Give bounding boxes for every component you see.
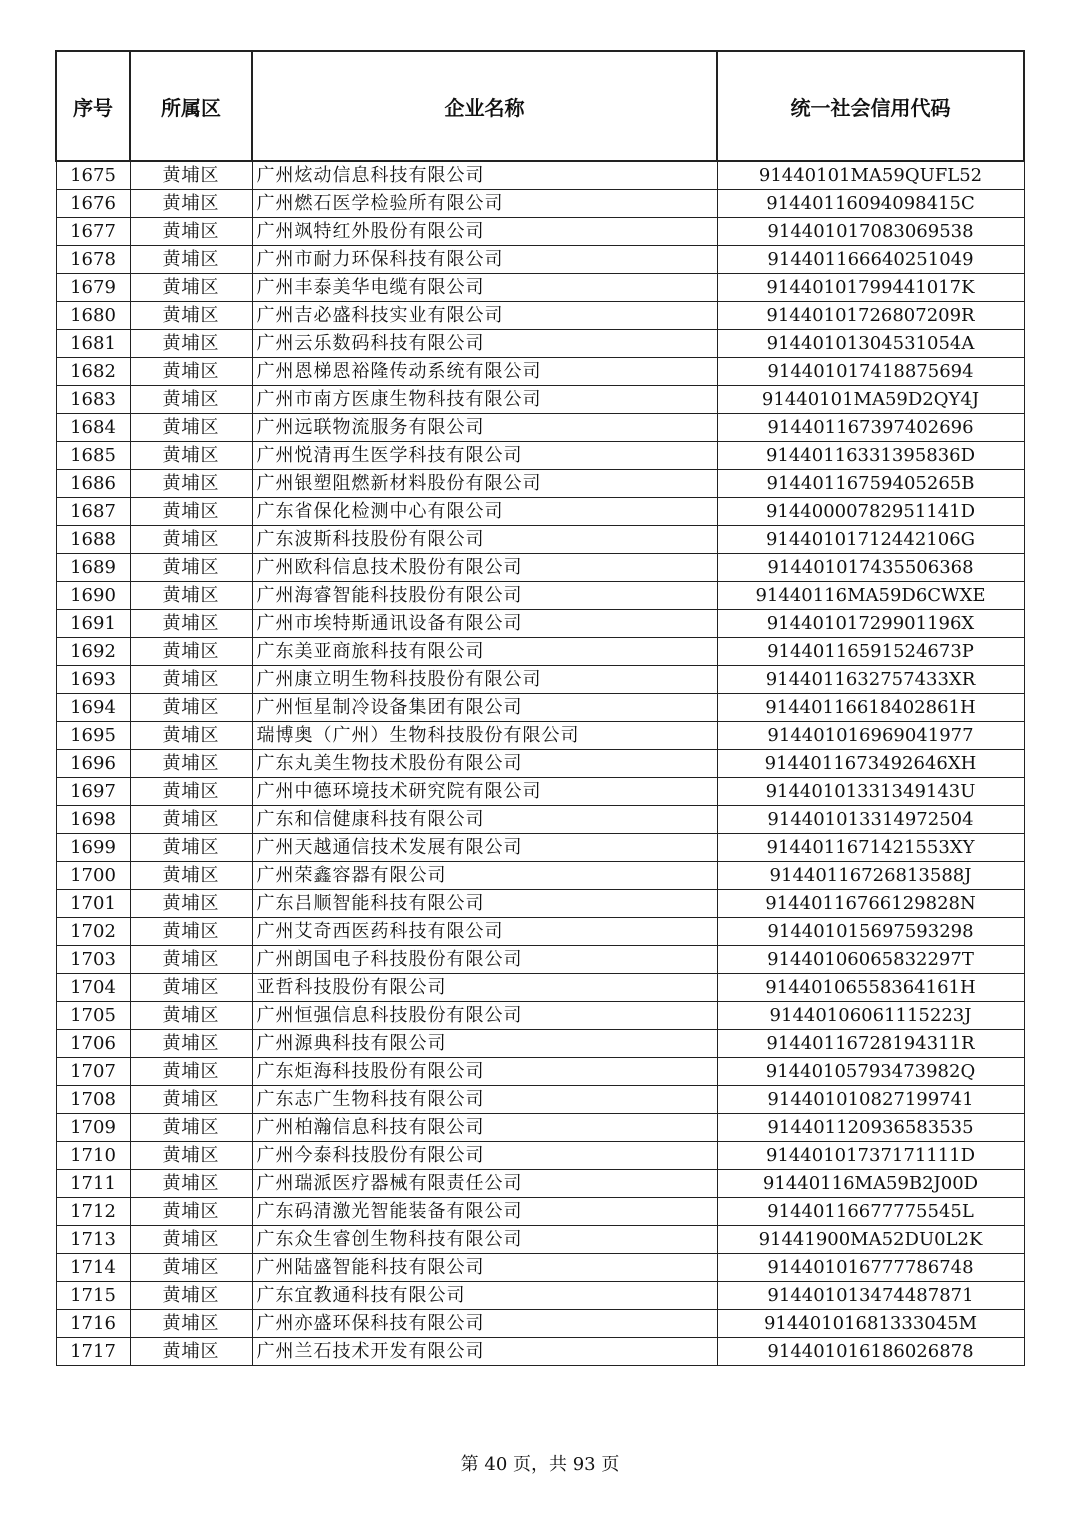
row-serial-number: 1685 bbox=[56, 442, 130, 470]
table-row bbox=[56, 161, 1024, 190]
table-row bbox=[56, 722, 1024, 750]
row-credit-code: 914401017083069538 bbox=[717, 218, 1024, 246]
row-credit-code: 91440105793473982Q bbox=[717, 1058, 1024, 1086]
row-serial-number: 1700 bbox=[56, 862, 130, 890]
table-row bbox=[56, 778, 1024, 806]
row-credit-code: 91440101737171111D bbox=[717, 1142, 1024, 1170]
row-district: 黄埔区 bbox=[130, 694, 252, 722]
row-credit-code: 91441900MA52DU0L2K bbox=[717, 1226, 1024, 1254]
row-serial-number: 1704 bbox=[56, 974, 130, 1002]
table-row bbox=[56, 834, 1024, 862]
row-credit-code: 914401015697593298 bbox=[717, 918, 1024, 946]
row-company-name: 广州兰石技术开发有限公司 bbox=[252, 1338, 717, 1366]
row-company-name: 广东志广生物科技有限公司 bbox=[252, 1086, 717, 1114]
row-company-name: 广州云乐数码科技有限公司 bbox=[252, 330, 717, 358]
row-district: 黄埔区 bbox=[130, 1226, 252, 1254]
row-district: 黄埔区 bbox=[130, 1338, 252, 1366]
table-row bbox=[56, 1310, 1024, 1338]
row-district: 黄埔区 bbox=[130, 470, 252, 498]
row-serial-number: 1696 bbox=[56, 750, 130, 778]
row-serial-number: 1686 bbox=[56, 470, 130, 498]
row-serial-number: 1695 bbox=[56, 722, 130, 750]
table-row bbox=[56, 1142, 1024, 1170]
row-district: 黄埔区 bbox=[130, 666, 252, 694]
row-credit-code: 91440116759405265B bbox=[717, 470, 1024, 498]
row-company-name: 广东宜教通科技有限公司 bbox=[252, 1282, 717, 1310]
row-credit-code: 914401013474487871 bbox=[717, 1282, 1024, 1310]
row-credit-code: 914401167397402696 bbox=[717, 414, 1024, 442]
row-company-name: 广州吉必盛科技实业有限公司 bbox=[252, 302, 717, 330]
table-row bbox=[56, 1058, 1024, 1086]
row-serial-number: 1713 bbox=[56, 1226, 130, 1254]
row-serial-number: 1708 bbox=[56, 1086, 130, 1114]
row-company-name: 广州丰泰美华电缆有限公司 bbox=[252, 274, 717, 302]
row-serial-number: 1717 bbox=[56, 1338, 130, 1366]
row-serial-number: 1711 bbox=[56, 1170, 130, 1198]
row-serial-number: 1703 bbox=[56, 946, 130, 974]
row-district: 黄埔区 bbox=[130, 330, 252, 358]
row-serial-number: 1691 bbox=[56, 610, 130, 638]
row-company-name: 广州市耐力环保科技有限公司 bbox=[252, 246, 717, 274]
row-company-name: 广州亦盛环保科技有限公司 bbox=[252, 1310, 717, 1338]
row-company-name: 广东众生睿创生物科技有限公司 bbox=[252, 1226, 717, 1254]
row-company-name: 广州陆盛智能科技有限公司 bbox=[252, 1254, 717, 1282]
row-credit-code: 914401017418875694 bbox=[717, 358, 1024, 386]
row-credit-code: 91440101712442106G bbox=[717, 526, 1024, 554]
row-credit-code: 914401016777786748 bbox=[717, 1254, 1024, 1282]
row-company-name: 广州艾奇西医药科技有限公司 bbox=[252, 918, 717, 946]
row-company-name: 广东炬海科技股份有限公司 bbox=[252, 1058, 717, 1086]
table-body bbox=[56, 161, 1024, 1366]
row-district: 黄埔区 bbox=[130, 1030, 252, 1058]
header-credit-code: 统一社会信用代码 bbox=[717, 51, 1024, 161]
row-company-name: 广州飒特红外股份有限公司 bbox=[252, 218, 717, 246]
row-credit-code: 91440101681333045M bbox=[717, 1310, 1024, 1338]
row-serial-number: 1683 bbox=[56, 386, 130, 414]
row-district: 黄埔区 bbox=[130, 1282, 252, 1310]
row-credit-code: 91440116MA59B2J00D bbox=[717, 1170, 1024, 1198]
row-serial-number: 1699 bbox=[56, 834, 130, 862]
table-row bbox=[56, 890, 1024, 918]
row-credit-code: 9144011671421553XY bbox=[717, 834, 1024, 862]
row-serial-number: 1681 bbox=[56, 330, 130, 358]
row-credit-code: 91440101331349143U bbox=[717, 778, 1024, 806]
row-company-name: 广东波斯科技股份有限公司 bbox=[252, 526, 717, 554]
row-serial-number: 1678 bbox=[56, 246, 130, 274]
row-district: 黄埔区 bbox=[130, 1058, 252, 1086]
row-district: 黄埔区 bbox=[130, 890, 252, 918]
table-row bbox=[56, 582, 1024, 610]
table-row bbox=[56, 1114, 1024, 1142]
row-serial-number: 1709 bbox=[56, 1114, 130, 1142]
row-credit-code: 91440116728194311R bbox=[717, 1030, 1024, 1058]
row-company-name: 广州炫动信息科技有限公司 bbox=[252, 161, 717, 190]
row-district: 黄埔区 bbox=[130, 1198, 252, 1226]
header-district: 所属区 bbox=[130, 51, 252, 161]
row-serial-number: 1677 bbox=[56, 218, 130, 246]
row-credit-code: 91440106065832297T bbox=[717, 946, 1024, 974]
company-table-container bbox=[55, 50, 1023, 1366]
table-row bbox=[56, 946, 1024, 974]
row-credit-code: 91440101304531054A bbox=[717, 330, 1024, 358]
row-company-name: 广州中德环境技术研究院有限公司 bbox=[252, 778, 717, 806]
row-district: 黄埔区 bbox=[130, 582, 252, 610]
row-company-name: 亚哲科技股份有限公司 bbox=[252, 974, 717, 1002]
row-credit-code: 91440101MA59D2QY4J bbox=[717, 386, 1024, 414]
table-row bbox=[56, 974, 1024, 1002]
table-row bbox=[56, 1226, 1024, 1254]
row-serial-number: 1688 bbox=[56, 526, 130, 554]
row-credit-code: 91440116618402861H bbox=[717, 694, 1024, 722]
row-serial-number: 1689 bbox=[56, 554, 130, 582]
table-row bbox=[56, 1086, 1024, 1114]
row-serial-number: 1679 bbox=[56, 274, 130, 302]
row-district: 黄埔区 bbox=[130, 358, 252, 386]
row-district: 黄埔区 bbox=[130, 1002, 252, 1030]
row-district: 黄埔区 bbox=[130, 1170, 252, 1198]
row-serial-number: 1716 bbox=[56, 1310, 130, 1338]
table-row bbox=[56, 218, 1024, 246]
row-district: 黄埔区 bbox=[130, 750, 252, 778]
row-district: 黄埔区 bbox=[130, 638, 252, 666]
row-district: 黄埔区 bbox=[130, 274, 252, 302]
row-company-name: 广州朗国电子科技股份有限公司 bbox=[252, 946, 717, 974]
table-row bbox=[56, 638, 1024, 666]
row-company-name: 广州市埃特斯通讯设备有限公司 bbox=[252, 610, 717, 638]
row-company-name: 广东丸美生物技术股份有限公司 bbox=[252, 750, 717, 778]
row-credit-code: 91440106558364161H bbox=[717, 974, 1024, 1002]
row-credit-code: 914401013314972504 bbox=[717, 806, 1024, 834]
row-serial-number: 1710 bbox=[56, 1142, 130, 1170]
row-serial-number: 1680 bbox=[56, 302, 130, 330]
row-credit-code: 914401016186026878 bbox=[717, 1338, 1024, 1366]
row-district: 黄埔区 bbox=[130, 806, 252, 834]
row-serial-number: 1694 bbox=[56, 694, 130, 722]
row-credit-code: 91440101MA59QUFL52 bbox=[717, 161, 1024, 190]
row-credit-code: 914401010827199741 bbox=[717, 1086, 1024, 1114]
table-row bbox=[56, 610, 1024, 638]
row-serial-number: 1684 bbox=[56, 414, 130, 442]
table-row bbox=[56, 498, 1024, 526]
row-district: 黄埔区 bbox=[130, 498, 252, 526]
table-row bbox=[56, 862, 1024, 890]
row-credit-code: 91440000782951141D bbox=[717, 498, 1024, 526]
row-company-name: 广东省保化检测中心有限公司 bbox=[252, 498, 717, 526]
table-row bbox=[56, 1338, 1024, 1366]
row-credit-code: 91440116591524673P bbox=[717, 638, 1024, 666]
row-credit-code: 914401016969041977 bbox=[717, 722, 1024, 750]
row-company-name: 广州燃石医学检验所有限公司 bbox=[252, 190, 717, 218]
row-serial-number: 1697 bbox=[56, 778, 130, 806]
row-serial-number: 1706 bbox=[56, 1030, 130, 1058]
table-row bbox=[56, 918, 1024, 946]
row-company-name: 广东美亚商旅科技有限公司 bbox=[252, 638, 717, 666]
row-company-name: 广州荣鑫容器有限公司 bbox=[252, 862, 717, 890]
row-serial-number: 1714 bbox=[56, 1254, 130, 1282]
row-district: 黄埔区 bbox=[130, 246, 252, 274]
row-serial-number: 1675 bbox=[56, 161, 130, 190]
row-district: 黄埔区 bbox=[130, 722, 252, 750]
table-row bbox=[56, 1254, 1024, 1282]
row-district: 黄埔区 bbox=[130, 554, 252, 582]
row-company-name: 广州恩梯恩裕隆传动系统有限公司 bbox=[252, 358, 717, 386]
row-district: 黄埔区 bbox=[130, 302, 252, 330]
row-serial-number: 1698 bbox=[56, 806, 130, 834]
row-serial-number: 1687 bbox=[56, 498, 130, 526]
row-company-name: 广州欧科信息技术股份有限公司 bbox=[252, 554, 717, 582]
header-company-name: 企业名称 bbox=[252, 51, 717, 161]
row-serial-number: 1692 bbox=[56, 638, 130, 666]
row-credit-code: 914401120936583535 bbox=[717, 1114, 1024, 1142]
table-row bbox=[56, 274, 1024, 302]
row-credit-code: 9144011673492646XH bbox=[717, 750, 1024, 778]
table-row bbox=[56, 1198, 1024, 1226]
table-header-row bbox=[56, 51, 1024, 161]
row-company-name: 广州海睿智能科技股份有限公司 bbox=[252, 582, 717, 610]
row-company-name: 广州悦清再生医学科技有限公司 bbox=[252, 442, 717, 470]
row-company-name: 广东和信健康科技有限公司 bbox=[252, 806, 717, 834]
row-company-name: 广州银塑阻燃新材料股份有限公司 bbox=[252, 470, 717, 498]
row-company-name: 广州瑞派医疗器械有限责任公司 bbox=[252, 1170, 717, 1198]
row-company-name: 广州天越通信技术发展有限公司 bbox=[252, 834, 717, 862]
row-district: 黄埔区 bbox=[130, 1086, 252, 1114]
row-company-name: 广东码清激光智能装备有限公司 bbox=[252, 1198, 717, 1226]
row-district: 黄埔区 bbox=[130, 526, 252, 554]
row-district: 黄埔区 bbox=[130, 414, 252, 442]
row-company-name: 瑞博奥（广州）生物科技股份有限公司 bbox=[252, 722, 717, 750]
table-row bbox=[56, 386, 1024, 414]
row-credit-code: 91440116766129828N bbox=[717, 890, 1024, 918]
row-serial-number: 1712 bbox=[56, 1198, 130, 1226]
row-credit-code: 91440116MA59D6CWXE bbox=[717, 582, 1024, 610]
row-credit-code: 91440101729901196X bbox=[717, 610, 1024, 638]
row-district: 黄埔区 bbox=[130, 834, 252, 862]
table-row bbox=[56, 302, 1024, 330]
row-credit-code: 91440101799441017K bbox=[717, 274, 1024, 302]
row-credit-code: 91440116726813588J bbox=[717, 862, 1024, 890]
row-district: 黄埔区 bbox=[130, 218, 252, 246]
row-company-name: 广东吕顺智能科技有限公司 bbox=[252, 890, 717, 918]
table-row bbox=[56, 750, 1024, 778]
row-district: 黄埔区 bbox=[130, 862, 252, 890]
row-credit-code: 914401017435506368 bbox=[717, 554, 1024, 582]
row-serial-number: 1676 bbox=[56, 190, 130, 218]
table-row bbox=[56, 1002, 1024, 1030]
table-row bbox=[56, 694, 1024, 722]
row-company-name: 广州远联物流服务有限公司 bbox=[252, 414, 717, 442]
table-row bbox=[56, 806, 1024, 834]
row-serial-number: 1682 bbox=[56, 358, 130, 386]
row-credit-code: 9144011632757433XR bbox=[717, 666, 1024, 694]
row-district: 黄埔区 bbox=[130, 1254, 252, 1282]
row-credit-code: 914401166640251049 bbox=[717, 246, 1024, 274]
table-row bbox=[56, 358, 1024, 386]
row-district: 黄埔区 bbox=[130, 1310, 252, 1338]
table-row bbox=[56, 246, 1024, 274]
company-table bbox=[55, 50, 1025, 1366]
row-company-name: 广州恒强信息科技股份有限公司 bbox=[252, 1002, 717, 1030]
row-credit-code: 91440101726807209R bbox=[717, 302, 1024, 330]
row-district: 黄埔区 bbox=[130, 442, 252, 470]
row-company-name: 广州源典科技有限公司 bbox=[252, 1030, 717, 1058]
row-district: 黄埔区 bbox=[130, 1114, 252, 1142]
page-footer: 第 40 页，共 93 页 bbox=[460, 1454, 620, 1475]
row-district: 黄埔区 bbox=[130, 161, 252, 190]
row-serial-number: 1693 bbox=[56, 666, 130, 694]
row-company-name: 广州今泰科技股份有限公司 bbox=[252, 1142, 717, 1170]
table-row bbox=[56, 1170, 1024, 1198]
table-row bbox=[56, 470, 1024, 498]
row-company-name: 广州柏瀚信息科技有限公司 bbox=[252, 1114, 717, 1142]
table-row bbox=[56, 330, 1024, 358]
table-row bbox=[56, 554, 1024, 582]
row-serial-number: 1702 bbox=[56, 918, 130, 946]
row-credit-code: 91440116677775545L bbox=[717, 1198, 1024, 1226]
table-row bbox=[56, 190, 1024, 218]
row-district: 黄埔区 bbox=[130, 386, 252, 414]
table-row bbox=[56, 414, 1024, 442]
row-credit-code: 91440106061115223J bbox=[717, 1002, 1024, 1030]
header-serial-number: 序号 bbox=[56, 51, 130, 161]
row-serial-number: 1705 bbox=[56, 1002, 130, 1030]
row-district: 黄埔区 bbox=[130, 610, 252, 638]
table-row bbox=[56, 666, 1024, 694]
table-row bbox=[56, 442, 1024, 470]
row-district: 黄埔区 bbox=[130, 918, 252, 946]
row-district: 黄埔区 bbox=[130, 974, 252, 1002]
row-district: 黄埔区 bbox=[130, 778, 252, 806]
row-district: 黄埔区 bbox=[130, 946, 252, 974]
row-serial-number: 1707 bbox=[56, 1058, 130, 1086]
row-company-name: 广州康立明生物科技股份有限公司 bbox=[252, 666, 717, 694]
row-serial-number: 1715 bbox=[56, 1282, 130, 1310]
row-district: 黄埔区 bbox=[130, 190, 252, 218]
row-company-name: 广州市南方医康生物科技有限公司 bbox=[252, 386, 717, 414]
row-district: 黄埔区 bbox=[130, 1142, 252, 1170]
row-credit-code: 91440116094098415C bbox=[717, 190, 1024, 218]
table-row bbox=[56, 1282, 1024, 1310]
table-row bbox=[56, 1030, 1024, 1058]
row-serial-number: 1701 bbox=[56, 890, 130, 918]
row-serial-number: 1690 bbox=[56, 582, 130, 610]
row-company-name: 广州恒星制冷设备集团有限公司 bbox=[252, 694, 717, 722]
table-row bbox=[56, 526, 1024, 554]
row-credit-code: 91440116331395836D bbox=[717, 442, 1024, 470]
